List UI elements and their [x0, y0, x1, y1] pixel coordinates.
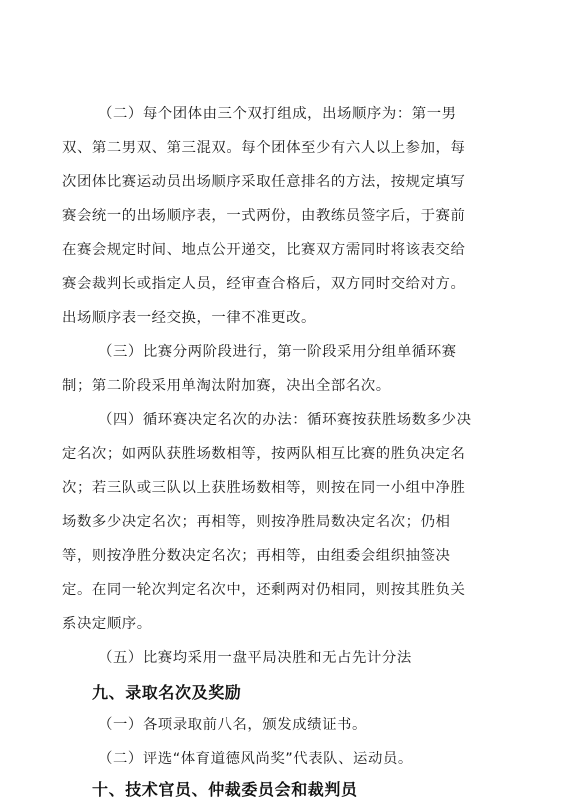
paragraph-2-line-3: 次团体比赛运动员出场顺序采取任意排名的方法，按规定填写 [62, 174, 466, 190]
paragraph-5-line-1: （五）比赛均采用一盘平局决胜和无占先计分法 [98, 650, 412, 666]
paragraph-2-line-6: 赛会裁判长或指定人员，经审查合格后，双方同时交给对方。 [62, 276, 466, 292]
paragraph-2-line-7: 出场顺序表一经交换，一律不准更改。 [62, 310, 316, 326]
paragraph-4-line-1: （四）循环赛决定名次的办法：循环赛按获胜场数多少决 [98, 412, 472, 428]
paragraph-4-line-7: 系决定顺序。 [62, 616, 152, 632]
paragraph-4-line-4: 场数多少决定名次；再相等，则按净胜局数决定名次；仍相 [62, 514, 451, 530]
paragraph-2-line-1: （二）每个团体由三个双打组成，出场顺序为：第一男 [98, 106, 457, 122]
section-9-heading: 九、录取名次及奖励 [92, 683, 242, 702]
section-10-heading: 十、技术官员、仲裁委员会和裁判员 [92, 780, 358, 799]
section-9-item-2: （二）评选“体育道德风尚奖”代表队、运动员。 [98, 751, 413, 767]
paragraph-4-line-2: 定名次；如两队获胜场数相等，按两队相互比赛的胜负决定名 [62, 446, 466, 462]
paragraph-4-line-3: 次；若三队或三队以上获胜场数相等，则按在同一小组中净胜 [62, 480, 466, 496]
paragraph-3-line-2: 制；第二阶段采用单淘汰附加赛，决出全部名次。 [62, 378, 391, 394]
paragraph-4-line-5: 等，则按净胜分数决定名次；再相等，由组委会组织抽签决 [62, 548, 451, 564]
paragraph-2-line-4: 赛会统一的出场顺序表，一式两份，由教练员签字后，于赛前 [62, 208, 466, 224]
paragraph-3-line-1: （三）比赛分两阶段进行，第一阶段采用分组单循环赛 [98, 344, 457, 360]
paragraph-2-line-2: 双、第二男双、第三混双。每个团体至少有六人以上参加，每 [62, 140, 466, 156]
section-9-item-1: （一）各项录取前八名，颁发成绩证书。 [98, 717, 367, 733]
paragraph-4-line-6: 定。在同一轮次判定名次中，还剩两对仍相同，则按其胜负关 [62, 582, 466, 598]
paragraph-2-line-5: 在赛会规定时间、地点公开递交，比赛双方需同时将该表交给 [62, 242, 466, 258]
